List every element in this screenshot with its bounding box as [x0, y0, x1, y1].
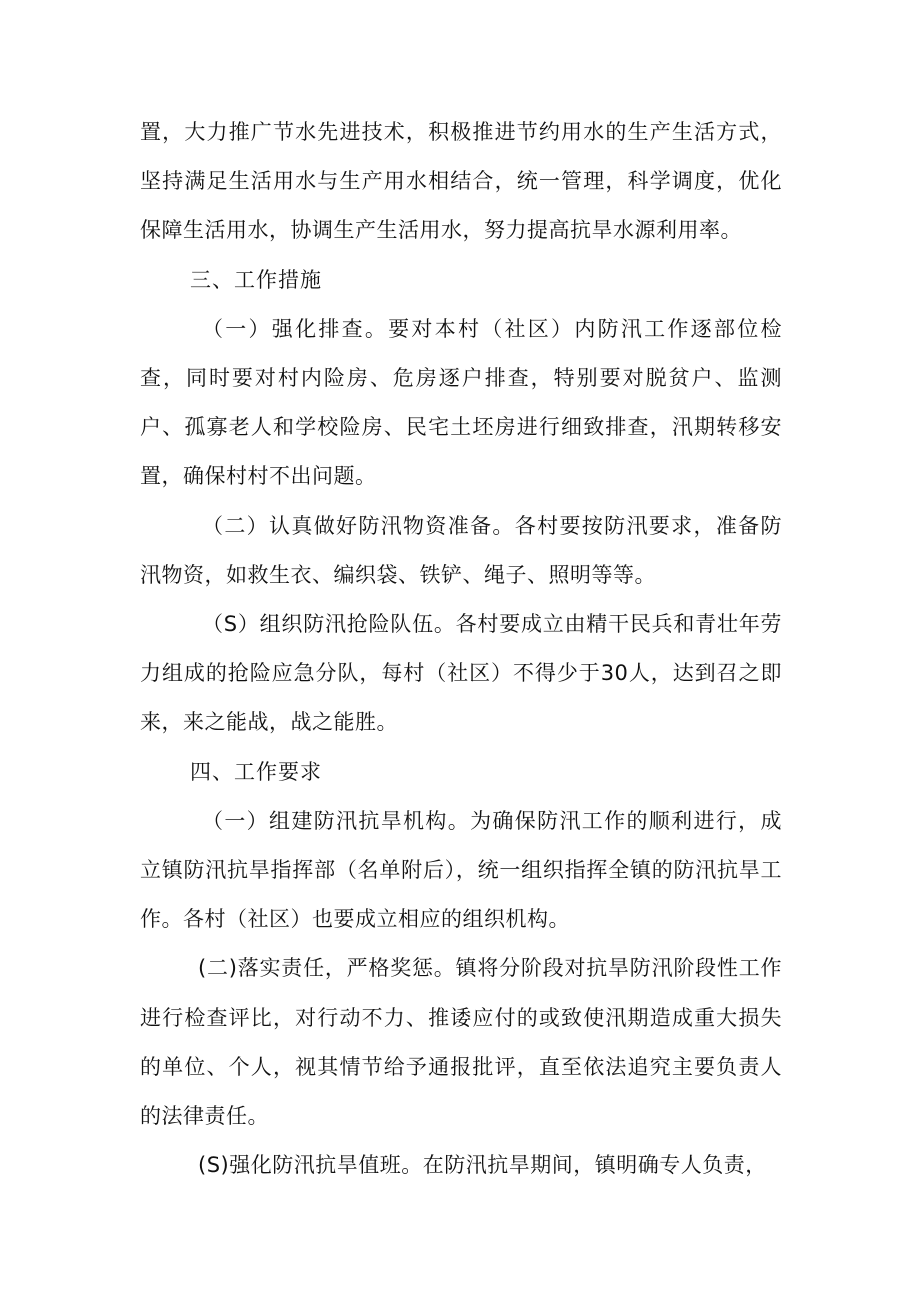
section-heading-measures: 三、工作措施 [190, 267, 322, 292]
paragraph-requirement-2: (二)落实责任，严格奖惩。镇将分阶段对抗旱防汛阶段性工作进行检查评比，对行动不力、推诿应付的或致使汛期造成重大损失的单位、个人，视其情节给予通报批评，直至依法追究主要负责人的法律责任。 [140, 956, 782, 1129]
paragraph-measure-3: （S）组织防汛抢险队伍。各村要成立由精干民兵和青壮年劳力组成的抢险应急分队，每村（社区）不得少于30人，达到召之即来，来之能战，战之能胜。 [140, 612, 782, 735]
paragraph-measure-2: （二）认真做好防汛物资准备。各村要按防汛要求，准备防汛物资，如救生衣、编织袋、铁铲、绳子、照明等等。 [140, 513, 782, 587]
paragraph-water-saving: 置，大力推广节水先进技术，积极推进节约用水的生产生活方式，坚持满足生活用水与生产用水相结合，统一管理，科学调度，优化保障生活用水，协调生产生活用水，努力提高抗旱水源利用率。 [140, 120, 782, 243]
document-body [140, 108, 782, 1190]
paragraph-measure-1: （一）强化排查。要对本村（社区）内防汛工作逐部位检查，同时要对村内险房、危房逐户排查，特别要对脱贫户、监测户、孤寡老人和学校险房、民宅土坯房进行细致排查，汛期转移安置，确保村村不出问题。 [140, 316, 782, 489]
paragraph-requirement-1: （一）组建防汛抗旱机构。为确保防汛工作的顺利进行，成立镇防汛抗旱指挥部（名单附后），统一组织指挥全镇的防汛抗旱工作。各村（社区）也要成立相应的组织机构。 [140, 808, 782, 932]
paragraph-requirement-3: (S)强化防汛抗旱值班。在防汛抗旱期间，镇明确专人负责， [198, 1153, 767, 1178]
section-heading-requirements: 四、工作要求 [190, 759, 322, 784]
